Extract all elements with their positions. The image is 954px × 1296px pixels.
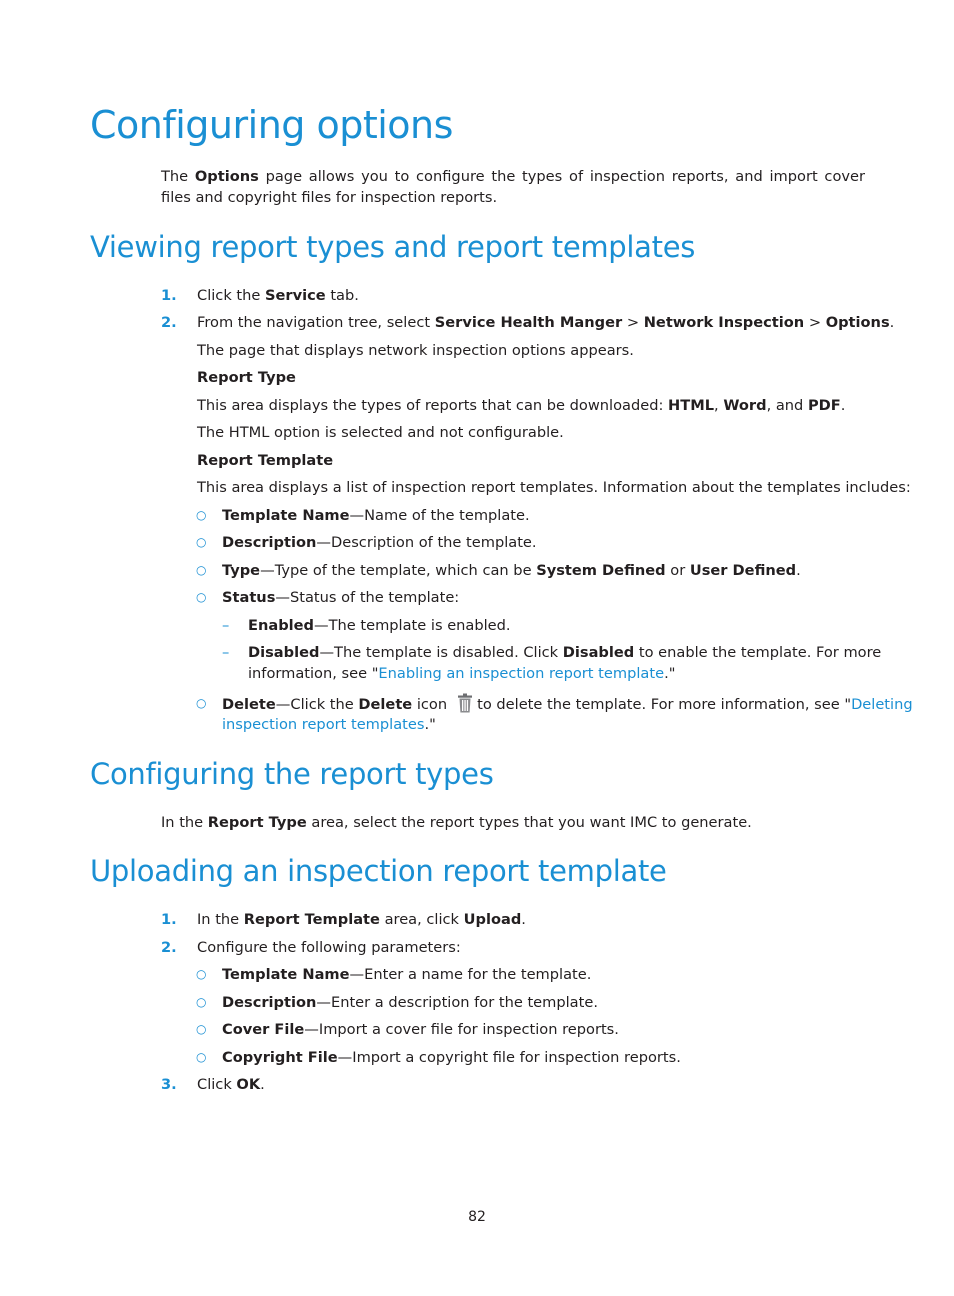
term: Delete	[358, 696, 413, 713]
param-description	[222, 992, 598, 1013]
term: Cover File	[222, 1021, 305, 1038]
text: —Description of the template.	[316, 534, 537, 551]
page-appears-text: The page that displays network inspection options appears.	[197, 342, 634, 359]
term: Template Name	[222, 507, 350, 524]
intro-options: Options	[194, 168, 259, 185]
link-enabling-template[interactable]: Enabling an inspection report template	[378, 665, 665, 682]
report-type-heading: Report Type	[197, 369, 296, 386]
intro-text-2: page allows you to configure the types of inspection reports, and import cover files and copyright files for inspection reports.	[161, 168, 865, 206]
text: ."	[424, 716, 436, 733]
step-number: 1.	[161, 287, 177, 304]
upload-step-1	[197, 909, 526, 930]
term: Report Template	[243, 911, 380, 928]
text: .	[889, 314, 895, 331]
trash-icon	[457, 693, 473, 719]
sub-disabled-line2	[248, 663, 675, 684]
sub-enabled	[248, 615, 511, 636]
dash-bullet: –	[222, 644, 230, 661]
bullet-description	[222, 532, 537, 553]
report-template-heading: Report Template	[197, 452, 334, 469]
bullet: ○	[196, 508, 207, 522]
bullet-status	[222, 587, 459, 608]
text: .	[521, 911, 526, 928]
text: —Status of the template:	[275, 589, 460, 606]
text: In the	[197, 911, 244, 928]
bullet: ○	[196, 535, 207, 549]
bullet-type	[222, 560, 801, 581]
bullet: ○	[196, 967, 207, 981]
bullet-delete-line2	[222, 714, 436, 735]
bullet: ○	[196, 590, 207, 604]
term: Delete	[222, 696, 276, 713]
term: Disabled	[562, 644, 635, 661]
text: area, click	[379, 911, 464, 928]
text: >	[804, 314, 826, 331]
text: Click the	[197, 287, 266, 304]
text: —Import a copyright file for inspection reports.	[337, 1049, 681, 1066]
configuring-text	[161, 812, 752, 833]
text: —The template is enabled.	[314, 617, 511, 634]
bullet-template-name	[222, 505, 530, 526]
term: Template Name	[222, 966, 350, 983]
nav-ref: Options	[825, 314, 890, 331]
step-number: 3.	[161, 1076, 177, 1093]
sub-disabled	[248, 642, 881, 663]
nav-ref: Network Inspection	[643, 314, 805, 331]
bullet: ○	[196, 1022, 207, 1036]
report-template-text: This area displays a list of inspection report templates. Information about the templates includes:	[197, 479, 911, 496]
step-1-text	[197, 285, 359, 306]
step-number: 2.	[161, 314, 177, 331]
term: Status	[222, 589, 276, 606]
text: —Type of the template, which can be	[260, 562, 537, 579]
text: tab.	[325, 287, 359, 304]
term: System Defined	[536, 562, 666, 579]
text: ,	[714, 397, 724, 414]
link-deleting-templates[interactable]: Deleting	[851, 696, 913, 713]
intro-paragraph	[161, 166, 865, 208]
param-copyright-file	[222, 1047, 681, 1068]
bullet: ○	[196, 1050, 207, 1064]
param-cover-file	[222, 1019, 619, 1040]
page-title: Configuring options	[90, 103, 453, 147]
text: —Name of the template.	[349, 507, 530, 524]
step-number: 1.	[161, 911, 177, 928]
term: Copyright File	[222, 1049, 338, 1066]
text: or	[665, 562, 690, 579]
text: —Enter a name for the template.	[349, 966, 592, 983]
text: , and	[766, 397, 808, 414]
text: >	[622, 314, 644, 331]
text: icon	[412, 696, 448, 713]
text: ."	[664, 665, 676, 682]
term: Type	[222, 562, 261, 579]
link-deleting-templates-cont[interactable]: inspection report templates	[222, 716, 425, 733]
upload-step-2: Configure the following parameters:	[197, 939, 461, 956]
term: Report Type	[207, 814, 307, 831]
bullet: ○	[196, 995, 207, 1009]
intro-text: The	[161, 168, 195, 185]
service-tab-ref: Service	[265, 287, 326, 304]
report-type-text	[197, 395, 845, 416]
step-number: 2.	[161, 939, 177, 956]
text: —Import a cover file for inspection reports.	[304, 1021, 619, 1038]
nav-ref: Service Health Manger	[434, 314, 623, 331]
term: Upload	[463, 911, 522, 928]
text: This area displays the types of reports that can be downloaded:	[197, 397, 669, 414]
section-heading-uploading: Uploading an inspection report template	[90, 854, 667, 888]
term: OK	[236, 1076, 261, 1093]
text: to delete the template. For more information, see "	[477, 696, 852, 713]
page-number: 82	[468, 1209, 486, 1225]
pdf-ref: PDF	[807, 397, 841, 414]
text: In the	[161, 814, 208, 831]
html-option-text: The HTML option is selected and not configurable.	[197, 424, 564, 441]
bullet: ○	[196, 696, 207, 710]
text: Click	[197, 1076, 237, 1093]
bullet: ○	[196, 563, 207, 577]
param-template-name	[222, 964, 591, 985]
term: Description	[222, 994, 317, 1011]
text: .	[840, 397, 846, 414]
dash-bullet: –	[222, 617, 230, 634]
term: User Defined	[689, 562, 797, 579]
term: Enabled	[248, 617, 314, 634]
section-heading-viewing: Viewing report types and report templates	[90, 230, 696, 264]
text: —Click the	[275, 696, 359, 713]
text: —Enter a description for the template.	[316, 994, 598, 1011]
step-2-text	[197, 312, 894, 333]
text: .	[796, 562, 801, 579]
word-ref: Word	[723, 397, 767, 414]
term: Description	[222, 534, 317, 551]
section-heading-configuring: Configuring the report types	[90, 757, 494, 791]
upload-step-3	[197, 1074, 265, 1095]
text: information, see "	[248, 665, 379, 682]
text: area, select the report types that you want IMC to generate.	[306, 814, 752, 831]
html-ref: HTML	[668, 397, 715, 414]
text: to enable the template. For more	[634, 644, 882, 661]
text: —The template is disabled. Click	[319, 644, 563, 661]
term: Disabled	[248, 644, 320, 661]
text: From the navigation tree, select	[197, 314, 435, 331]
text: .	[260, 1076, 265, 1093]
